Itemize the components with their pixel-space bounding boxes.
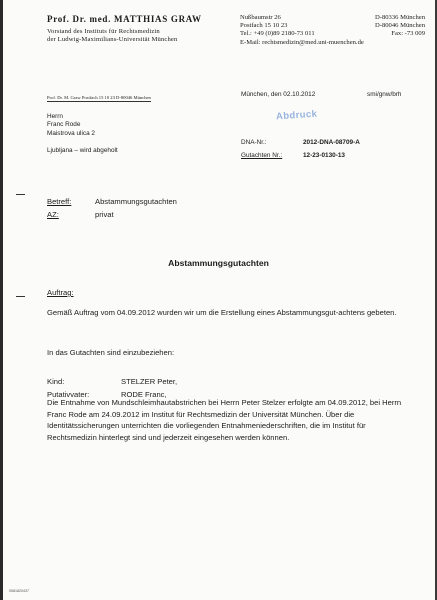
az-label: AZ: — [47, 210, 59, 219]
page-footer-code: 0581820437 — [9, 589, 29, 593]
scan-edge-left — [0, 0, 3, 600]
fold-mark — [16, 194, 25, 195]
child-label: Kind: — [47, 377, 65, 386]
address-row-right: Fax: -73 009 — [391, 30, 425, 38]
address-row — [240, 39, 425, 47]
reference-code: smi/gnw/brh — [367, 91, 402, 98]
address-row-right: D-80336 München — [375, 14, 425, 21]
dna-number-label: DNA-Nr.: — [241, 139, 267, 146]
recipient-line: Maistrova ulica 2 — [47, 129, 95, 137]
address-row-left: E-Mail: rechtsmedizin@med.uni-muenchen.de — [240, 38, 364, 46]
address-row — [240, 22, 425, 30]
recipient-block — [47, 113, 95, 138]
putative-father-value: RODE Franc, — [121, 390, 167, 399]
order-paragraph: Gemäß Auftrag vom 04.09.2012 wurden wir um die Erstellung eines Abstammungsgut-achtens gebeten. — [47, 308, 397, 317]
auftrag-heading: Auftrag: — [47, 288, 74, 297]
letterhead-institute-line2: der Ludwig-Maximilians-Universität München — [47, 36, 178, 43]
putative-father-label: Putativvater: — [47, 390, 90, 399]
recipient-line: Franc Rode — [47, 121, 81, 129]
letterhead-name: Prof. Dr. med. MATTHIAS GRAW — [47, 14, 202, 24]
gutachten-number-label: Gutachten Nr.: — [241, 152, 283, 159]
sampling-paragraph: Die Entnahme von Mundschleimhautabstrichen bei Herrn Peter Stelzer erfolgte am 04.09.2012, bei Herrn Franc Rode am 24.09.2012 im Institut für Rechtsmedizin der Universität München. Über die Identitätssicherungen unterrichten die vorliegenden Entnahmeniederschriften, die im Institut für Rechtsmedizin hinterlegt sind und jederzeit eingesehen werden können. — [47, 398, 402, 442]
az-value: privat — [95, 210, 114, 219]
betreff-value: Abstammungsgutachten — [95, 197, 177, 206]
recipient-line: Herrn — [47, 113, 63, 120]
scope-paragraph: In das Gutachten sind einzubeziehen: — [47, 348, 175, 357]
recipient-delivery-note: Ljubljana – wird abgeholt — [47, 147, 118, 154]
address-row-left: Nußbaumstr 26 — [240, 14, 281, 21]
copy-stamp: Abdruck — [275, 108, 318, 123]
address-row-left: Tel.: +49 (0)89 2180-73 011 — [240, 30, 315, 38]
address-row — [240, 14, 425, 22]
punch-mark — [16, 296, 25, 297]
document-title: Abstammungsgutachten — [168, 258, 269, 268]
return-address-line: Prof. Dr. M. Graw Postfach 15 10 23 D-80046 München — [47, 95, 151, 100]
address-row-left: Postfach 15 10 23 — [240, 22, 288, 30]
betreff-label: Betreff: — [47, 197, 72, 206]
child-value: STELZER Peter, — [121, 377, 178, 386]
letterhead-institute-line1: Vorstand des Instituts für Rechtsmedizin — [47, 28, 160, 35]
address-row-right: D-80046 München — [375, 22, 425, 30]
letter-date: München, den 02.10.2012 — [241, 91, 316, 98]
letterhead-address-block — [240, 14, 425, 47]
address-row — [240, 30, 425, 38]
gutachten-number-value: 12-23-0130-13 — [303, 152, 345, 159]
dna-number-value: 2012-DNA-08709-A — [303, 139, 360, 146]
